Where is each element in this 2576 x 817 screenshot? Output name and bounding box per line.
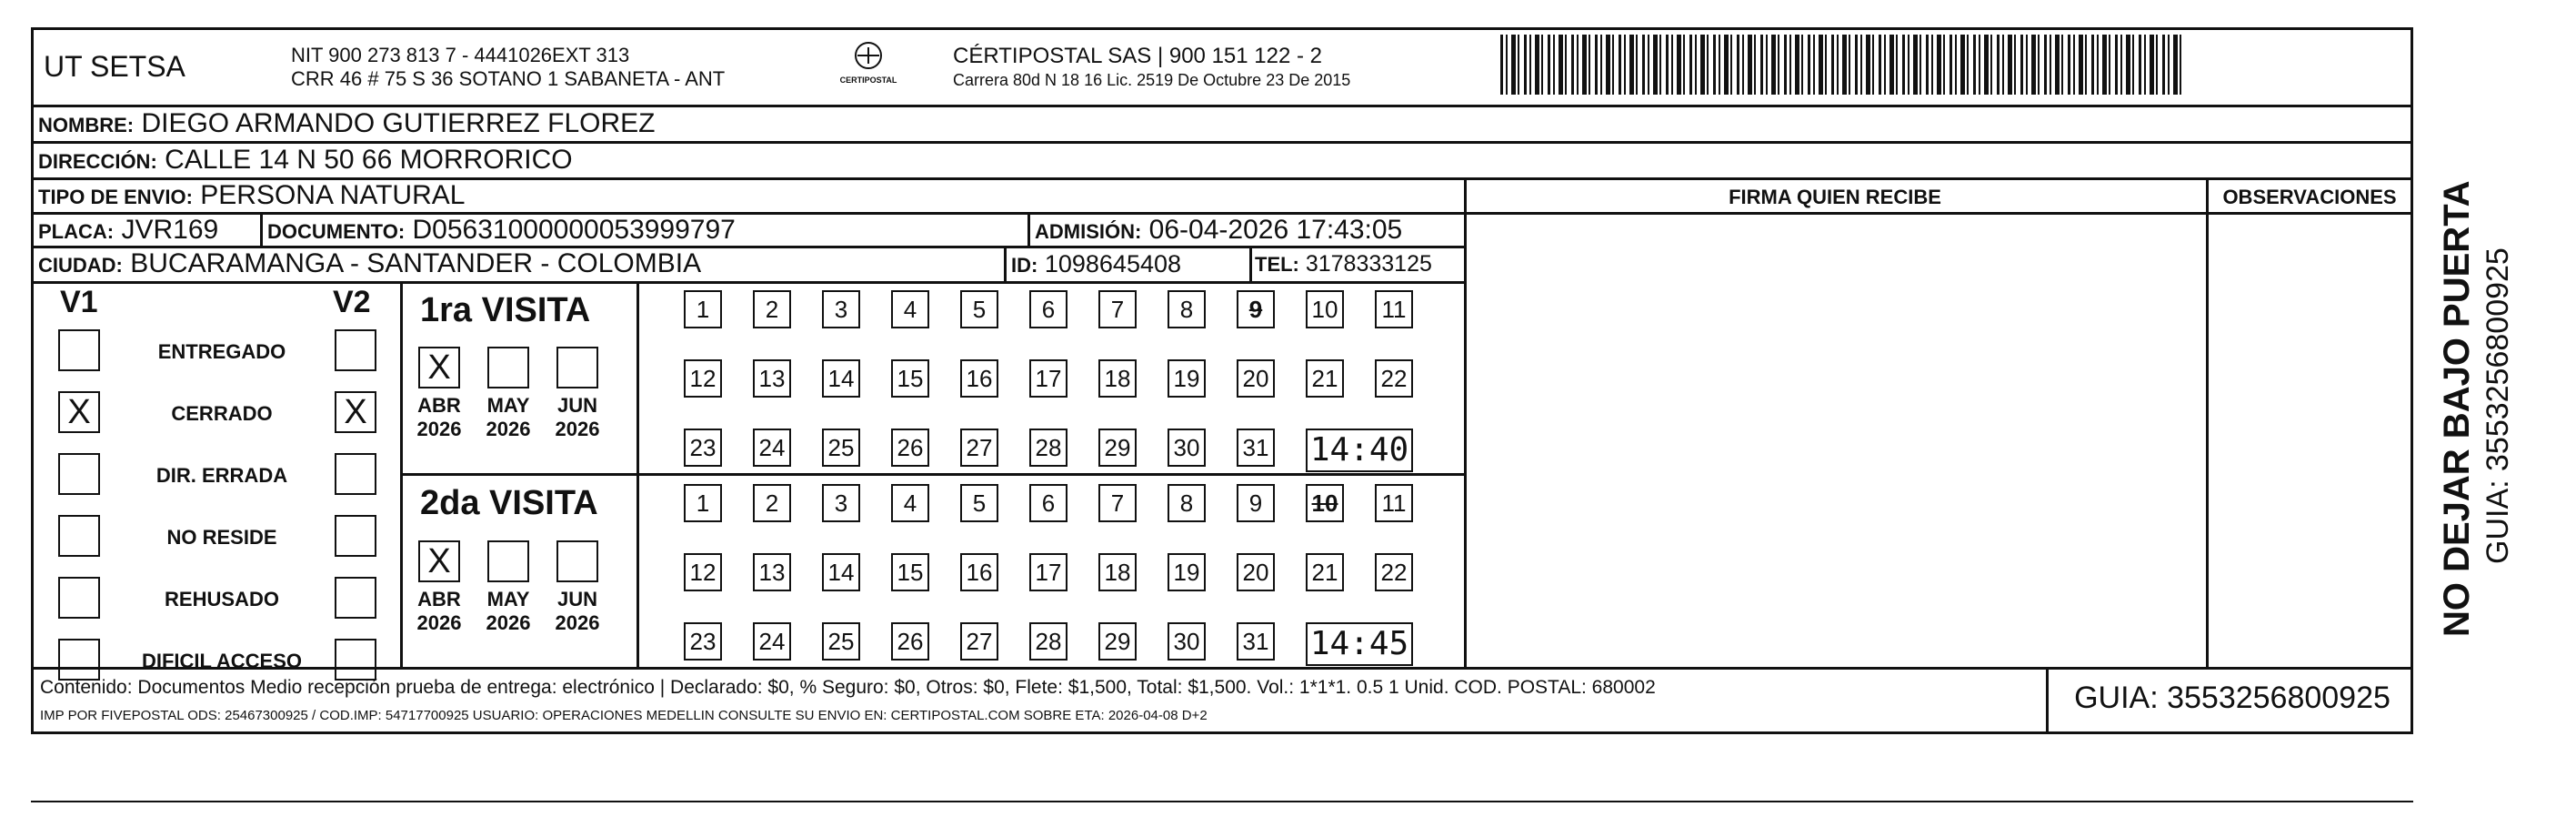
logo-icon bbox=[850, 40, 887, 71]
first-day-box[interactable]: 9 bbox=[1237, 290, 1275, 328]
second-day-box[interactable]: 25 bbox=[822, 622, 860, 661]
direccion-row bbox=[38, 145, 573, 177]
status-label: CERRADO bbox=[171, 402, 273, 425]
id-value: 1098645408 bbox=[1044, 250, 1182, 277]
first-day-box[interactable]: 2 bbox=[753, 290, 791, 328]
second-day-box[interactable]: 5 bbox=[960, 484, 998, 522]
second-day-box[interactable]: 8 bbox=[1168, 484, 1206, 522]
second-day-box[interactable]: 30 bbox=[1168, 622, 1206, 661]
divider bbox=[1027, 212, 1030, 246]
company-address: CRR 46 # 75 S 36 SOTANO 1 SABANETA - ANT bbox=[291, 67, 726, 90]
status-label: DIR. ERRADA bbox=[155, 464, 288, 487]
first-day-box[interactable]: 24 bbox=[753, 429, 791, 467]
second-year-label: 2026 bbox=[555, 611, 600, 634]
second-day-box[interactable]: 13 bbox=[753, 553, 791, 591]
id-label: ID: bbox=[1011, 254, 1038, 277]
first-visit-title: 1ra VISITA bbox=[420, 291, 591, 329]
tipo-value: PERSONA NATURAL bbox=[200, 180, 466, 210]
second-day-box[interactable]: 20 bbox=[1237, 553, 1275, 591]
first-day-box[interactable]: 25 bbox=[822, 429, 860, 467]
first-day-box[interactable]: 12 bbox=[684, 359, 722, 398]
first-day-box[interactable]: 3 bbox=[822, 290, 860, 328]
first-day-box[interactable]: 13 bbox=[753, 359, 791, 398]
firma-label: FIRMA QUIEN RECIBE bbox=[1729, 186, 1941, 208]
certipostal-license: Carrera 80d N 18 16 Lic. 2519 De Octubre 23 De 2015 bbox=[953, 71, 1351, 89]
first-day-box[interactable]: 28 bbox=[1029, 429, 1067, 467]
side-guia-text: GUIA: 3553256800925 bbox=[2481, 247, 2515, 564]
first-month-checkbox[interactable]: X bbox=[418, 347, 460, 388]
divider bbox=[1004, 246, 1007, 281]
tel-label: TEL: bbox=[1255, 253, 1299, 276]
first-day-box[interactable]: 1 bbox=[684, 290, 722, 328]
second-year-label: 2026 bbox=[416, 611, 462, 634]
first-day-box[interactable]: 18 bbox=[1098, 359, 1137, 398]
second-day-box[interactable]: 3 bbox=[822, 484, 860, 522]
second-day-box[interactable]: 26 bbox=[891, 622, 929, 661]
nombre-label: NOMBRE: bbox=[38, 114, 135, 136]
second-day-box[interactable]: 4 bbox=[891, 484, 929, 522]
v1-checkbox[interactable] bbox=[58, 639, 100, 681]
first-day-box[interactable]: 21 bbox=[1306, 359, 1344, 398]
divider bbox=[636, 281, 639, 667]
second-month-checkbox[interactable] bbox=[556, 540, 598, 582]
first-day-box[interactable]: 7 bbox=[1098, 290, 1137, 328]
second-day-box[interactable]: 7 bbox=[1098, 484, 1137, 522]
second-day-box[interactable]: 29 bbox=[1098, 622, 1137, 661]
first-day-box[interactable]: 29 bbox=[1098, 429, 1137, 467]
second-day-box[interactable]: 19 bbox=[1168, 553, 1206, 591]
first-day-box[interactable]: 14 bbox=[822, 359, 860, 398]
second-day-box[interactable]: 16 bbox=[960, 553, 998, 591]
divider bbox=[31, 281, 1464, 284]
placa-row bbox=[38, 215, 218, 247]
second-day-box[interactable]: 14 bbox=[822, 553, 860, 591]
first-day-box[interactable]: 27 bbox=[960, 429, 998, 467]
ciudad-value: BUCARAMANGA - SANTANDER - COLOMBIA bbox=[130, 248, 702, 278]
second-day-box[interactable]: 9 bbox=[1237, 484, 1275, 522]
footer-contenido: Contenido: Documentos Medio recepción prueba de entrega: electrónico | Declarado: $0, % Seguro: $0, Otros: $0, Flete: $1,500, Total: $1,500. Vol.: 1*1*1. 0.5 1 Unid. COD. POSTAL: 680002 bbox=[40, 677, 1656, 698]
nombre-value: DIEGO ARMANDO GUTIERREZ FLOREZ bbox=[141, 108, 656, 138]
second-month-checkbox[interactable]: X bbox=[418, 540, 460, 582]
first-day-box[interactable]: 23 bbox=[684, 429, 722, 467]
v2-checkbox[interactable] bbox=[335, 515, 376, 557]
second-day-box[interactable]: 18 bbox=[1098, 553, 1137, 591]
divider bbox=[400, 281, 403, 667]
first-day-box[interactable]: 30 bbox=[1168, 429, 1206, 467]
logo-text: CERTIPOSTAL bbox=[839, 76, 897, 85]
second-time-field[interactable]: 14:45 bbox=[1306, 622, 1413, 666]
company-nit: NIT 900 273 813 7 - 4441026EXT 313 bbox=[291, 44, 630, 66]
first-year-label: 2026 bbox=[555, 418, 600, 440]
second-month-label: MAY bbox=[486, 588, 530, 610]
second-day-box[interactable]: 10 bbox=[1306, 484, 1344, 522]
v1-checkbox[interactable]: X bbox=[58, 391, 100, 433]
second-month-checkbox[interactable] bbox=[487, 540, 529, 582]
admision-value: 06-04-2026 17:43:05 bbox=[1148, 215, 1403, 245]
first-day-box[interactable]: 15 bbox=[891, 359, 929, 398]
second-month-label: ABR bbox=[417, 588, 461, 610]
v2-checkbox[interactable] bbox=[335, 639, 376, 681]
second-day-box[interactable]: 2 bbox=[753, 484, 791, 522]
first-year-label: 2026 bbox=[416, 418, 462, 440]
company-name: UT SETSA bbox=[44, 50, 185, 83]
v2-label: V2 bbox=[333, 285, 371, 319]
divider bbox=[31, 141, 2413, 144]
second-day-box[interactable]: 24 bbox=[753, 622, 791, 661]
status-label: REHUSADO bbox=[165, 588, 279, 610]
second-day-box[interactable]: 15 bbox=[891, 553, 929, 591]
second-day-box[interactable]: 23 bbox=[684, 622, 722, 661]
divider bbox=[2206, 177, 2209, 667]
documento-value: D05631000000053999797 bbox=[412, 215, 736, 245]
admision-row bbox=[1035, 215, 1402, 247]
second-day-box[interactable]: 22 bbox=[1375, 553, 1413, 591]
first-month-label: MAY bbox=[486, 394, 530, 417]
first-day-box[interactable]: 11 bbox=[1375, 290, 1413, 328]
first-day-box[interactable]: 10 bbox=[1306, 290, 1344, 328]
second-visit-title: 2da VISITA bbox=[420, 484, 598, 522]
first-day-box[interactable]: 26 bbox=[891, 429, 929, 467]
barcode bbox=[1500, 35, 2182, 95]
first-day-box[interactable]: 31 bbox=[1237, 429, 1275, 467]
nombre-row bbox=[38, 108, 656, 141]
second-day-box[interactable]: 12 bbox=[684, 553, 722, 591]
placa-value: JVR169 bbox=[121, 215, 219, 245]
first-day-box[interactable]: 8 bbox=[1168, 290, 1206, 328]
divider bbox=[400, 473, 1464, 476]
certipostal-name: CÉRTIPOSTAL SAS | 900 151 122 - 2 bbox=[953, 44, 1322, 68]
first-month-label: JUN bbox=[556, 394, 597, 417]
footer-imp: IMP POR FIVEPOSTAL ODS: 25467300925 / COD.IMP: 54717700925 USUARIO: OPERACIONES MEDELLIN CONSULTE SU ENVIO EN: CERTIPOSTAL.COM SOBRE ETA: 2026-04-08 D+2 bbox=[40, 708, 1208, 723]
divider bbox=[260, 212, 263, 246]
second-day-box[interactable]: 21 bbox=[1306, 553, 1344, 591]
tipo-row bbox=[38, 180, 465, 213]
v1-label: V1 bbox=[60, 285, 98, 319]
second-day-box[interactable]: 6 bbox=[1029, 484, 1067, 522]
second-month-label: JUN bbox=[556, 588, 597, 610]
v2-checkbox[interactable]: X bbox=[335, 391, 376, 433]
ciudad-row bbox=[38, 248, 701, 281]
first-month-checkbox[interactable] bbox=[556, 347, 598, 388]
ciudad-label: CIUDAD: bbox=[38, 254, 123, 277]
tipo-label: TIPO DE ENVIO: bbox=[38, 186, 193, 208]
v2-checkbox[interactable] bbox=[335, 329, 376, 371]
first-time-field[interactable]: 14:40 bbox=[1306, 429, 1413, 472]
tel-value: 3178333125 bbox=[1305, 251, 1432, 277]
v1-checkbox[interactable] bbox=[58, 577, 100, 619]
observaciones-label: OBSERVACIONES bbox=[2222, 186, 2397, 208]
v2-checkbox[interactable] bbox=[335, 453, 376, 495]
second-day-box[interactable]: 11 bbox=[1375, 484, 1413, 522]
second-day-box[interactable]: 1 bbox=[684, 484, 722, 522]
documento-label: DOCUMENTO: bbox=[267, 220, 406, 243]
admision-label: ADMISIÓN: bbox=[1035, 220, 1142, 243]
status-label: ENTREGADO bbox=[157, 340, 286, 363]
divider bbox=[31, 667, 2413, 670]
no-dejar-text: NO DEJAR BAJO PUERTA bbox=[2437, 180, 2477, 637]
first-day-box[interactable]: 19 bbox=[1168, 359, 1206, 398]
trim-line bbox=[31, 801, 2413, 802]
guia-box: GUIA: 3553256800925 bbox=[2074, 681, 2391, 715]
first-month-checkbox[interactable] bbox=[487, 347, 529, 388]
second-year-label: 2026 bbox=[486, 611, 531, 634]
v1-checkbox[interactable] bbox=[58, 515, 100, 557]
divider bbox=[1464, 177, 1467, 667]
first-day-box[interactable]: 5 bbox=[960, 290, 998, 328]
certipostal-logo bbox=[832, 40, 905, 95]
id-row bbox=[1011, 248, 1181, 281]
status-label: NO RESIDE bbox=[166, 526, 277, 549]
divider bbox=[2046, 667, 2049, 734]
second-day-box[interactable]: 31 bbox=[1237, 622, 1275, 661]
direccion-value: CALLE 14 N 50 66 MORRORICO bbox=[165, 145, 573, 175]
divider bbox=[1249, 246, 1252, 281]
placa-label: PLACA: bbox=[38, 220, 115, 243]
first-day-box[interactable]: 16 bbox=[960, 359, 998, 398]
direccion-label: DIRECCIÓN: bbox=[38, 150, 157, 173]
first-year-label: 2026 bbox=[486, 418, 531, 440]
first-day-box[interactable]: 6 bbox=[1029, 290, 1067, 328]
first-day-box[interactable]: 22 bbox=[1375, 359, 1413, 398]
first-day-box[interactable]: 4 bbox=[891, 290, 929, 328]
second-day-box[interactable]: 17 bbox=[1029, 553, 1067, 591]
status-label: DIFICIL ACCESO bbox=[141, 650, 302, 672]
second-day-box[interactable]: 27 bbox=[960, 622, 998, 661]
first-month-label: ABR bbox=[417, 394, 461, 417]
first-day-box[interactable]: 17 bbox=[1029, 359, 1067, 398]
v1-checkbox[interactable] bbox=[58, 329, 100, 371]
second-day-box[interactable]: 28 bbox=[1029, 622, 1067, 661]
documento-row bbox=[267, 215, 736, 247]
v2-checkbox[interactable] bbox=[335, 577, 376, 619]
first-day-box[interactable]: 20 bbox=[1237, 359, 1275, 398]
v1-checkbox[interactable] bbox=[58, 453, 100, 495]
tel-row bbox=[1255, 248, 1432, 280]
divider bbox=[31, 105, 2413, 107]
